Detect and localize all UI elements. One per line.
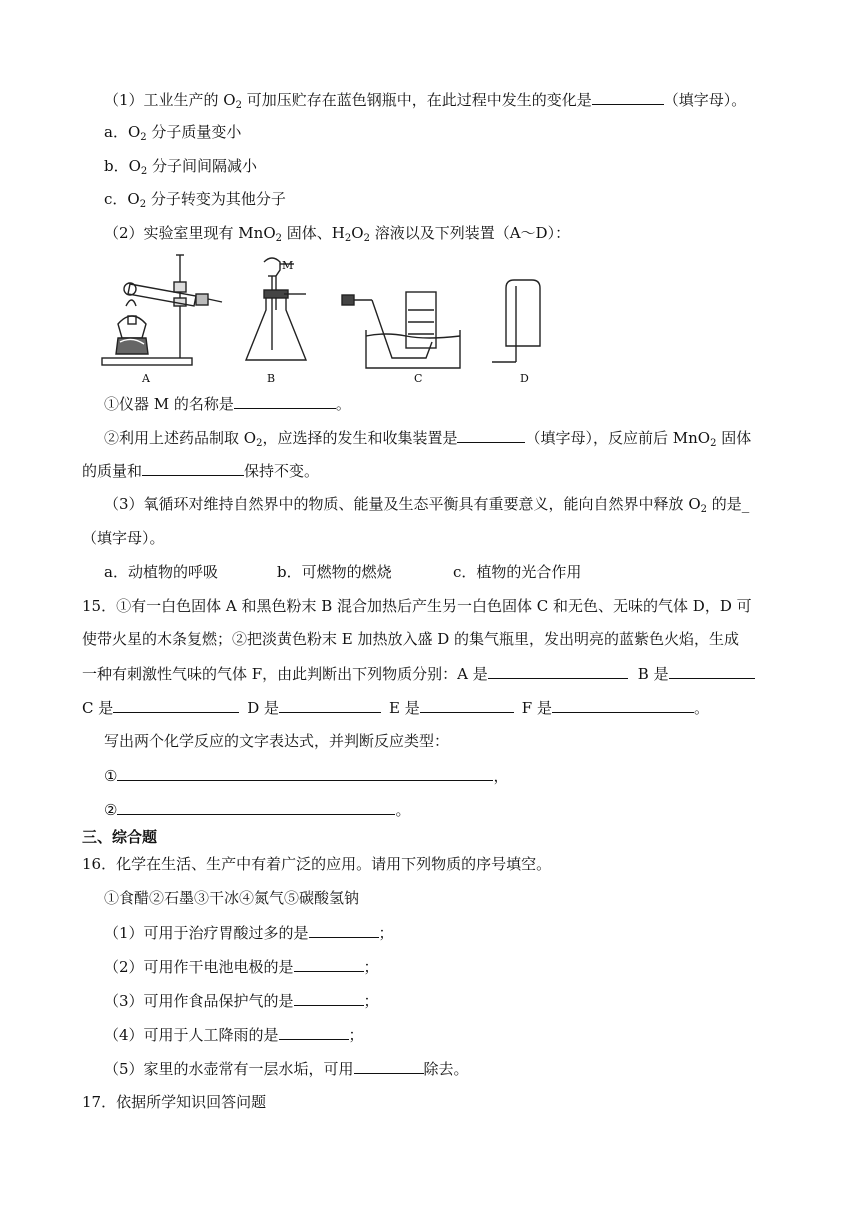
sub-question-2-cont: 的质量和 保持不变。 (82, 459, 319, 482)
q15-line5: 写出两个化学反应的文字表达式，并判断反应类型： (104, 732, 450, 750)
option-b: b．$O_2$ 分子间间隔减小 (104, 157, 258, 177)
q14-part3: （3）氧循环对维持自然界中的物质、能量及生态平衡具有重要意义，能向自然界中释放 $O_2$ 的是_ (104, 495, 750, 515)
q15-line4: C 是 D 是 E 是 F 是 。 (82, 696, 709, 719)
answer-blank-d[interactable] (279, 696, 381, 713)
q15-line6: ① ， (104, 764, 508, 787)
answer-blank[interactable] (279, 1023, 349, 1040)
option-a: a．$O_2$ 分子质量变小 (104, 123, 242, 143)
label-b: B (267, 372, 276, 385)
lab-apparatus-figure (96, 250, 556, 392)
sub-question-1: ①仪器 M 的名称是 。 (104, 392, 351, 415)
q16-item5: （5）家里的水壶常有一层水垢，可用 除去。 (104, 1057, 469, 1080)
q15-line3: 一种有刺激性气味的气体 F，由此判断出下列物质分别：A 是 B 是 (82, 662, 755, 685)
answer-blank[interactable] (354, 1057, 424, 1074)
label-c: C (414, 372, 423, 385)
q15-line1: 15．①有一白色固体 A 和黑色粉末 B 混合加热后产生另一白色固体 C 和无色、无味的气体 D，D 可 (82, 597, 752, 615)
q16-item4: （4）可用于人工降雨的是 ； (104, 1023, 364, 1046)
option-3c: c．植物的光合作用 (453, 563, 582, 581)
answer-blank-f[interactable] (552, 696, 694, 713)
option-c: c．$O_2$ 分子转变为其他分子 (104, 190, 286, 210)
sub-question-2: ②利用上述药品制取 $O_2$，应选择的发生和收集装置是 （填字母），反应前后 MnO$_2$ 固体 (104, 426, 751, 449)
apparatus-a (102, 255, 222, 365)
q14-part1: （1）工业生产的 $O_2$ 可加压贮存在蓝色钢瓶中，在此过程中发生的变化是 （填字母）。 (104, 88, 746, 111)
option-3a: a．动植物的呼吸 (104, 563, 218, 581)
q16-title: 16．化学在生活、生产中有着广泛的应用。请用下列物质的序号填空。 (82, 855, 552, 873)
answer-blank[interactable] (457, 426, 525, 443)
q17-title: 17．依据所学知识回答问题 (82, 1093, 267, 1111)
q16-item2: （2）可用作干电池电极的是 ； (104, 955, 379, 978)
answer-blank[interactable] (592, 88, 664, 105)
apparatus-c (342, 292, 460, 368)
answer-blank-eq2[interactable] (117, 798, 395, 815)
q15-line7: ② 。 (104, 798, 410, 821)
label-a: A (142, 372, 150, 385)
answer-blank-c[interactable] (113, 696, 239, 713)
q15-line2: 使带火星的木条复燃；②把淡黄色粉末 E 加热放入盛 D 的集气瓶里，发出明亮的蓝紫色火焰，生成 (82, 630, 740, 648)
answer-blank[interactable] (294, 955, 364, 972)
q16-items: ①食醋②石墨③干冰④氮气⑤碳酸氢钠 (104, 889, 360, 907)
apparatus-b (246, 258, 306, 360)
q16-item3: （3）可用作食品保护气的是 ； (104, 989, 379, 1012)
answer-blank-b[interactable] (669, 662, 755, 679)
answer-blank[interactable] (234, 392, 336, 409)
answer-blank[interactable] (142, 459, 244, 476)
q16-item1: （1）可用于治疗胃酸过多的是 ； (104, 921, 394, 944)
section-heading: 三、综合题 (82, 828, 158, 846)
q14-part2: （2）实验室里现有 MnO$_2$ 固体、$H_2O_2$ 溶液以及下列装置（A～D）： (104, 224, 571, 244)
answer-blank[interactable] (294, 989, 364, 1006)
q14-part3-cont: （填字母）。 (82, 529, 165, 547)
option-3b: b．可燃物的燃烧 (277, 563, 392, 581)
answer-blank-eq1[interactable] (117, 764, 493, 781)
answer-blank-a[interactable] (488, 662, 628, 679)
apparatus-d (492, 280, 540, 362)
label-m: M (282, 259, 294, 272)
answer-blank[interactable] (309, 921, 379, 938)
label-d: D (520, 372, 529, 385)
answer-blank-e[interactable] (420, 696, 514, 713)
